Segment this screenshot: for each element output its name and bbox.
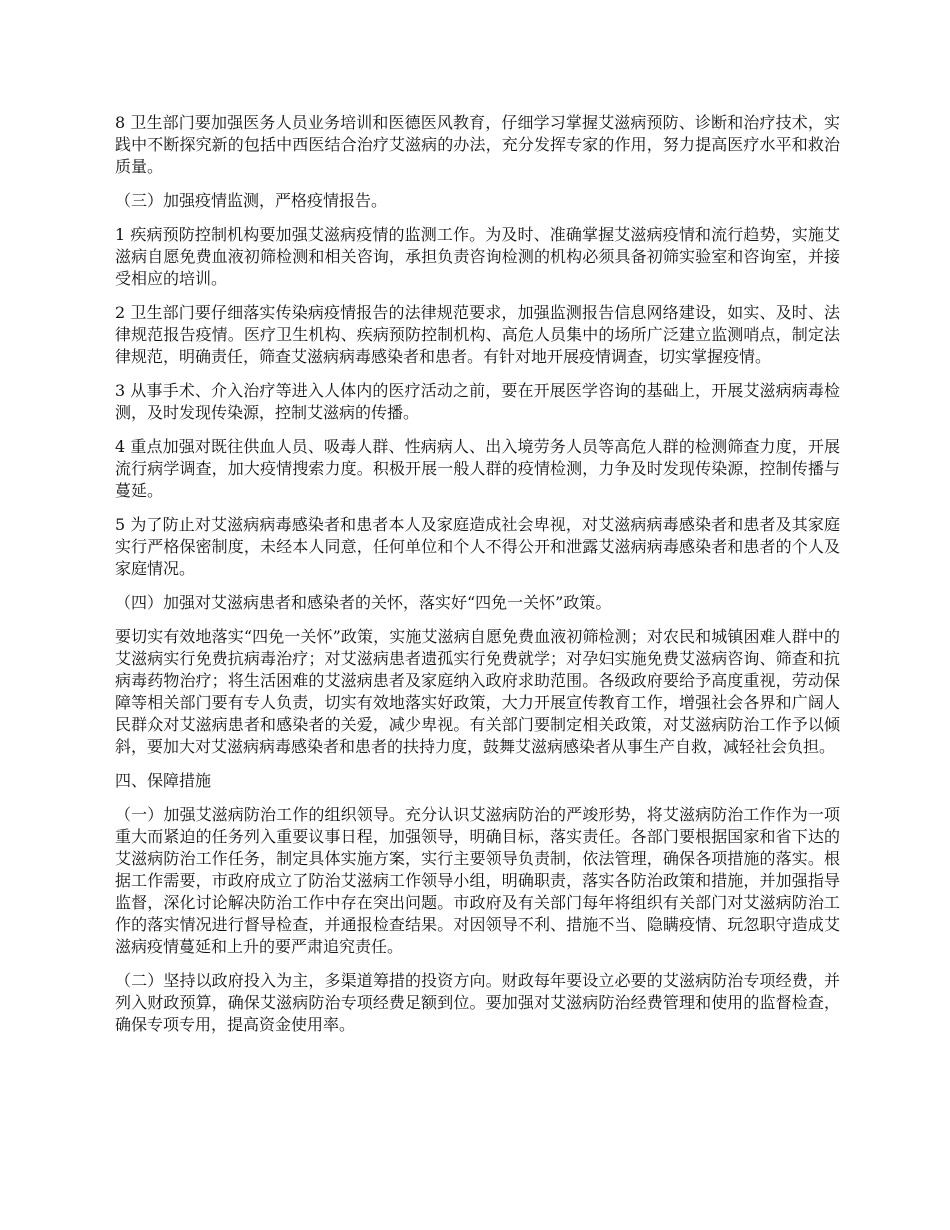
paragraph-leadership: （一）加强艾滋病防治工作的组织领导。充分认识艾滋病防治的严竣形势，将艾滋病防治工作作为一项重大而紧迫的任务列入重要议事日程，加强领导，明确目标，落实责任。各部门要根据国家和省下达的艾滋病防治工作任务，制定具体实施方案，实行主要领导负责制，依法管理，确保各项措施的落实。根据工作需要，市政府成立了防治艾滋病工作领导小组，明确职责，落实各防治政策和措施，并加强指导监督，深化讨论解决防治工作中存在突出问题。市政府及有关部门每年将组织有关部门对艾滋病防治工作的落实情况进行督导检查，并通报检查结果。对因领导不利、措施不当、隐瞒疫情、玩忽职守造成艾滋病疫情蔓延和上升的要严肃追究责任。 — [115, 805, 840, 956]
paragraph-item-1: 1 疾病预防控制机构要加强艾滋病疫情的监测工作。为及时、准确掌握艾滋病疫情和流行趋势，实施艾滋病自愿免费血液初筛检测和相关咨询，承担负责咨询检测的机构必须具备初筛实验室和咨询室，并接受相应的培训。 — [115, 225, 840, 288]
paragraph-item-8: 8 卫生部门要加强医务人员业务培训和医德医风教育，仔细学习掌握艾滋病预防、诊断和治疗技术，实践中不断探究新的包括中西医结合治疗艾滋病的办法，充分发挥专家的作用，努力提高医疗水平和救治质量。 — [115, 113, 840, 176]
paragraph-item-5: 5 为了防止对艾滋病病毒感染者和患者本人及家庭造成社会卑视，对艾滋病病毒感染者和患者及其家庭实行严格保密制度，未经本人同意，任何单位和个人不得公开和泄露艾滋病病毒感染者和患者的个人及家庭情况。 — [115, 515, 840, 578]
paragraph-item-4: 4 重点加强对既往供血人员、吸毒人群、性病病人、出入境劳务人员等高危人群的检测筛查力度，开展流行病学调查，加大疫情搜索力度。积极开展一般人群的疫情检测，力争及时发现传染源，控制传播与蔓延。 — [115, 437, 840, 500]
paragraph-item-2: 2 卫生部门要仔细落实传染病疫情报告的法律规范要求，加强监测报告信息网络建设，如实、及时、法律规范报告疫情。医疗卫生机构、疾病预防控制机构、高危人员集中的场所广泛建立监测哨点，制定法律规范，明确责任，筛查艾滋病病毒感染者和患者。有针对地开展疫情调查，切实掌握疫情。 — [115, 303, 840, 366]
paragraph-item-3: 3 从事手术、介入治疗等进入人体内的医疗活动之前，要在开展医学咨询的基础上，开展艾滋病病毒检测，及时发现传染源，控制艾滋病的传播。 — [115, 381, 840, 422]
section-heading-care: （四）加强对艾滋病患者和感染者的关怀，落实好“四免一关怀”政策。 — [115, 593, 612, 612]
paragraph-funding: （二）坚持以政府投入为主，多渠道筹措的投资方向。财政每年要设立必要的艾滋病防治专项经费，并列入财政预算，确保艾滋病防治专项经费足额到位。要加强对艾滋病防治经费管理和使用的监督检查，确保专项专用，提高资金使用率。 — [115, 971, 840, 1034]
document-body — [115, 112, 840, 1048]
section-heading-monitoring: （三）加强疫情监测，严格疫情报告。 — [115, 191, 388, 210]
section-heading-safeguards: 四、保障措施 — [115, 771, 212, 790]
paragraph-care-policy: 要切实有效地落实“四免一关怀”政策，实施艾滋病自愿免费血液初筛检测；对农民和城镇困难人群中的艾滋病实行免费抗病毒治疗；对艾滋病患者遗孤实行免费就学；对孕妇实施免费艾滋病咨询、筛查和抗病毒药物治疗；将生活困难的艾滋病患者及家庭纳入政府求助范围。各级政府要给予高度重视，劳动保障等相关部门要有专人负责，切实有效地落实好政策，大力开展宣传教育工作，增强社会各界和广阔人民群众对艾滋病患者和感染者的关爱，减少卑视。有关部门要制定相关政策，对艾滋病防治工作予以倾斜，要加大对艾滋病病毒感染者和患者的扶持力度，鼓舞艾滋病感染者从事生产自救，减轻社会负担。 — [115, 627, 840, 756]
